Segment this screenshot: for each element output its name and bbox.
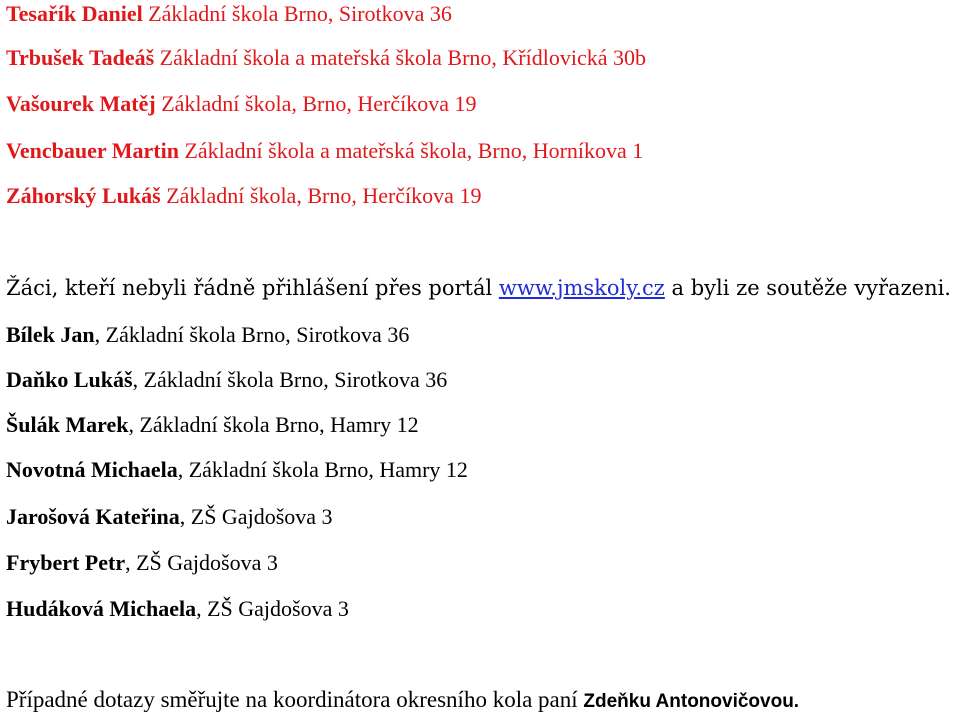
student-school: , Základní škola Brno, Sirotkova 36 — [94, 322, 410, 347]
student-school: Základní škola a mateřská škola Brno, Křídlovická 30b — [159, 45, 646, 70]
excluded-list-item — [6, 552, 278, 574]
student-name: Daňko Lukáš — [6, 367, 133, 392]
excluded-list-item — [6, 414, 419, 436]
student-school: Základní škola Brno, Sirotkova 36 — [148, 1, 452, 26]
heading-text-end: a byli ze soutěže vyřazeni. — [664, 276, 951, 300]
footer-contact: Zdeňku Antonovičovou. — [583, 691, 800, 712]
red-list-item — [6, 140, 643, 162]
excluded-list-item — [6, 598, 349, 620]
student-school: , Základní škola Brno, Hamry 12 — [128, 412, 419, 437]
student-school: , ZŠ Gajdošova 3 — [196, 596, 349, 621]
red-list-item — [6, 185, 481, 207]
student-name: Hudáková Michaela — [6, 596, 197, 621]
student-name: Trbušek Tadeáš — [6, 45, 155, 70]
student-name: Vencbauer Martin — [6, 138, 179, 163]
excluded-heading — [6, 278, 951, 299]
student-school: , Základní škola Brno, Sirotkova 36 — [132, 367, 448, 392]
student-name: Záhorský Lukáš — [6, 183, 161, 208]
student-school: , Základní škola Brno, Hamry 12 — [177, 457, 468, 482]
excluded-list-item — [6, 324, 409, 346]
student-school: Základní škola, Brno, Herčíkova 19 — [161, 91, 477, 116]
student-name: Tesařík Daniel — [6, 1, 143, 26]
student-school: , ZŠ Gajdošova 3 — [125, 550, 278, 575]
excluded-list-item — [6, 506, 333, 528]
red-list-item — [6, 3, 452, 25]
student-school: , ZŠ Gajdošova 3 — [179, 504, 333, 529]
student-name: Šulák Marek — [6, 412, 129, 437]
student-school: Základní škola a mateřská škola, Brno, Horníkova 1 — [184, 138, 644, 163]
excluded-list-item — [6, 459, 468, 481]
red-list-item — [6, 47, 646, 69]
excluded-list-item — [6, 369, 447, 391]
student-name: Vašourek Matěj — [6, 91, 156, 116]
student-school: Základní škola, Brno, Herčíkova 19 — [166, 183, 482, 208]
portal-link[interactable]: www.jmskoly.cz — [498, 276, 665, 300]
red-list-item — [6, 93, 476, 115]
heading-text: Žáci, kteří nebyli řádně přihlášení přes portál — [6, 276, 499, 300]
student-name: Frybert Petr — [6, 550, 126, 575]
student-name: Jarošová Kateřina — [6, 504, 180, 529]
student-name: Novotná Michaela — [6, 457, 178, 482]
footer-text: Případné dotazy směřujte na koordinátora okresního kola paní — [6, 687, 584, 712]
footer-note — [6, 688, 799, 711]
student-name: Bílek Jan — [6, 322, 95, 347]
